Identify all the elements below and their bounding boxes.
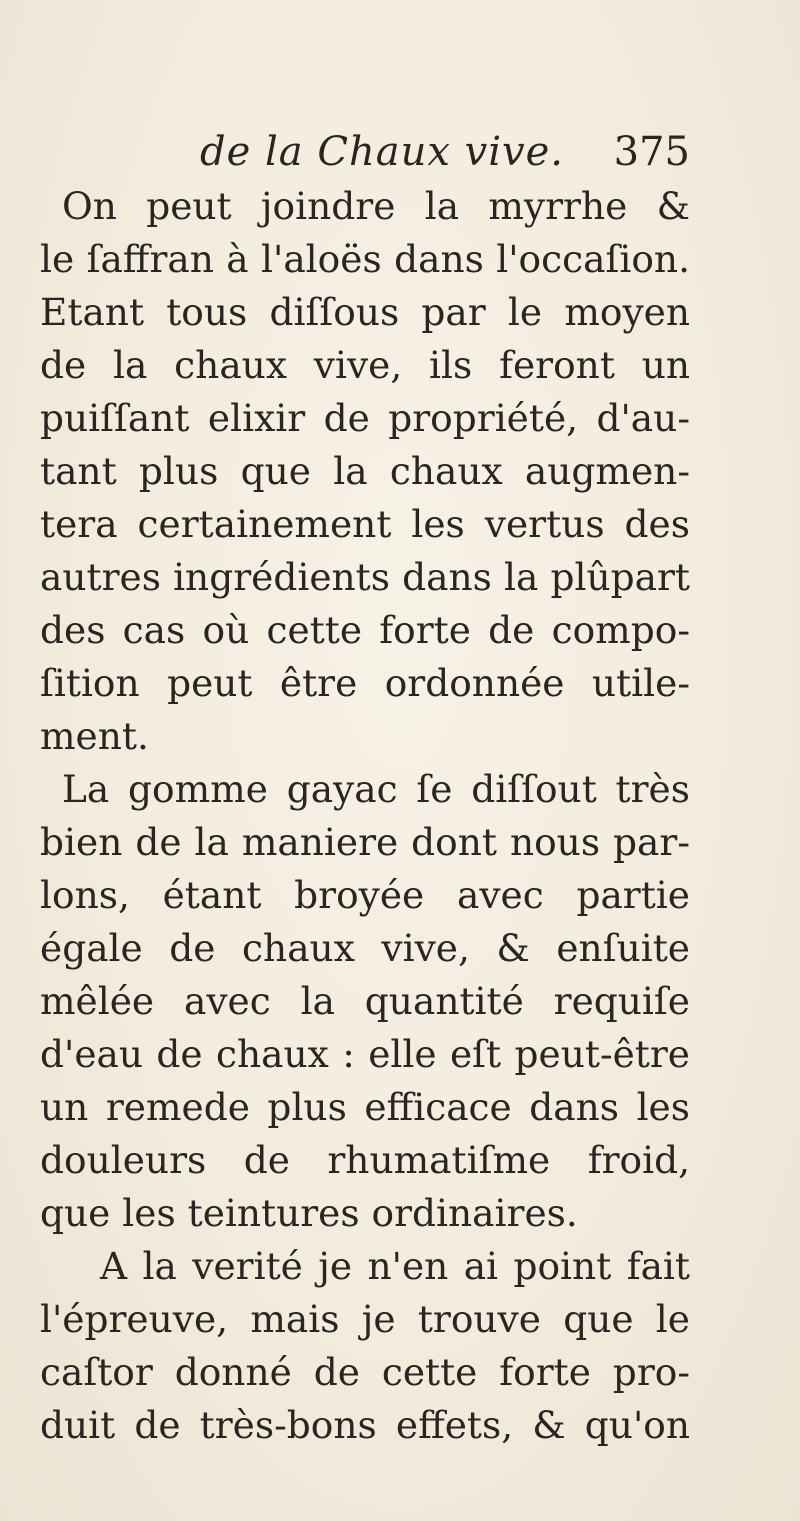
text-line: égale de chaux vive, & enſuite (40, 926, 690, 970)
text-line: lons, étant broyée avec partie (40, 873, 690, 917)
text-line: tera certainement les vertus des (40, 502, 690, 546)
text-line: autres ingrédients dans la plûpart (40, 555, 690, 599)
text-line: d'eau de chaux : elle eſt peut-être (40, 1032, 690, 1076)
text-line: le ſaffran à l'aloës dans l'occaſion. (40, 237, 690, 281)
text-line: La gomme gayac ſe diſſout très (62, 767, 690, 811)
text-line: puiſſant elixir de propriété, d'au- (40, 396, 690, 440)
text-line: bien de la maniere dont nous par- (40, 820, 690, 864)
running-head (200, 124, 690, 180)
text-line: tant plus que la chaux augmen- (40, 449, 690, 493)
text-line: de la chaux vive, ils feront un (40, 343, 690, 387)
text-line: caſtor donné de cette forte pro- (40, 1350, 690, 1394)
running-title: de la Chaux vive. (200, 129, 564, 175)
text-line: ſition peut être ordonnée utile- (40, 661, 690, 705)
page-number: 375 (613, 129, 690, 175)
text-line: douleurs de rhumatiſme froid, (40, 1138, 690, 1182)
text-line: ment. (40, 714, 149, 758)
text-line: Etant tous diſſous par le moyen (40, 290, 690, 334)
text-line: A la verité je n'en ai point fait (100, 1244, 690, 1288)
body-text (40, 180, 690, 1452)
text-line: l'épreuve, mais je trouve que le (40, 1297, 690, 1341)
text-line: duit de très-bons effets, & qu'on (40, 1403, 690, 1447)
text-line: un remede plus efficace dans les (40, 1085, 690, 1129)
text-line: des cas où cette forte de compo- (40, 608, 690, 652)
text-line: que les teintures ordinaires. (40, 1191, 578, 1235)
text-line: On peut joindre la myrrhe & (62, 184, 690, 228)
text-line: mêlée avec la quantité requiſe (40, 979, 690, 1023)
